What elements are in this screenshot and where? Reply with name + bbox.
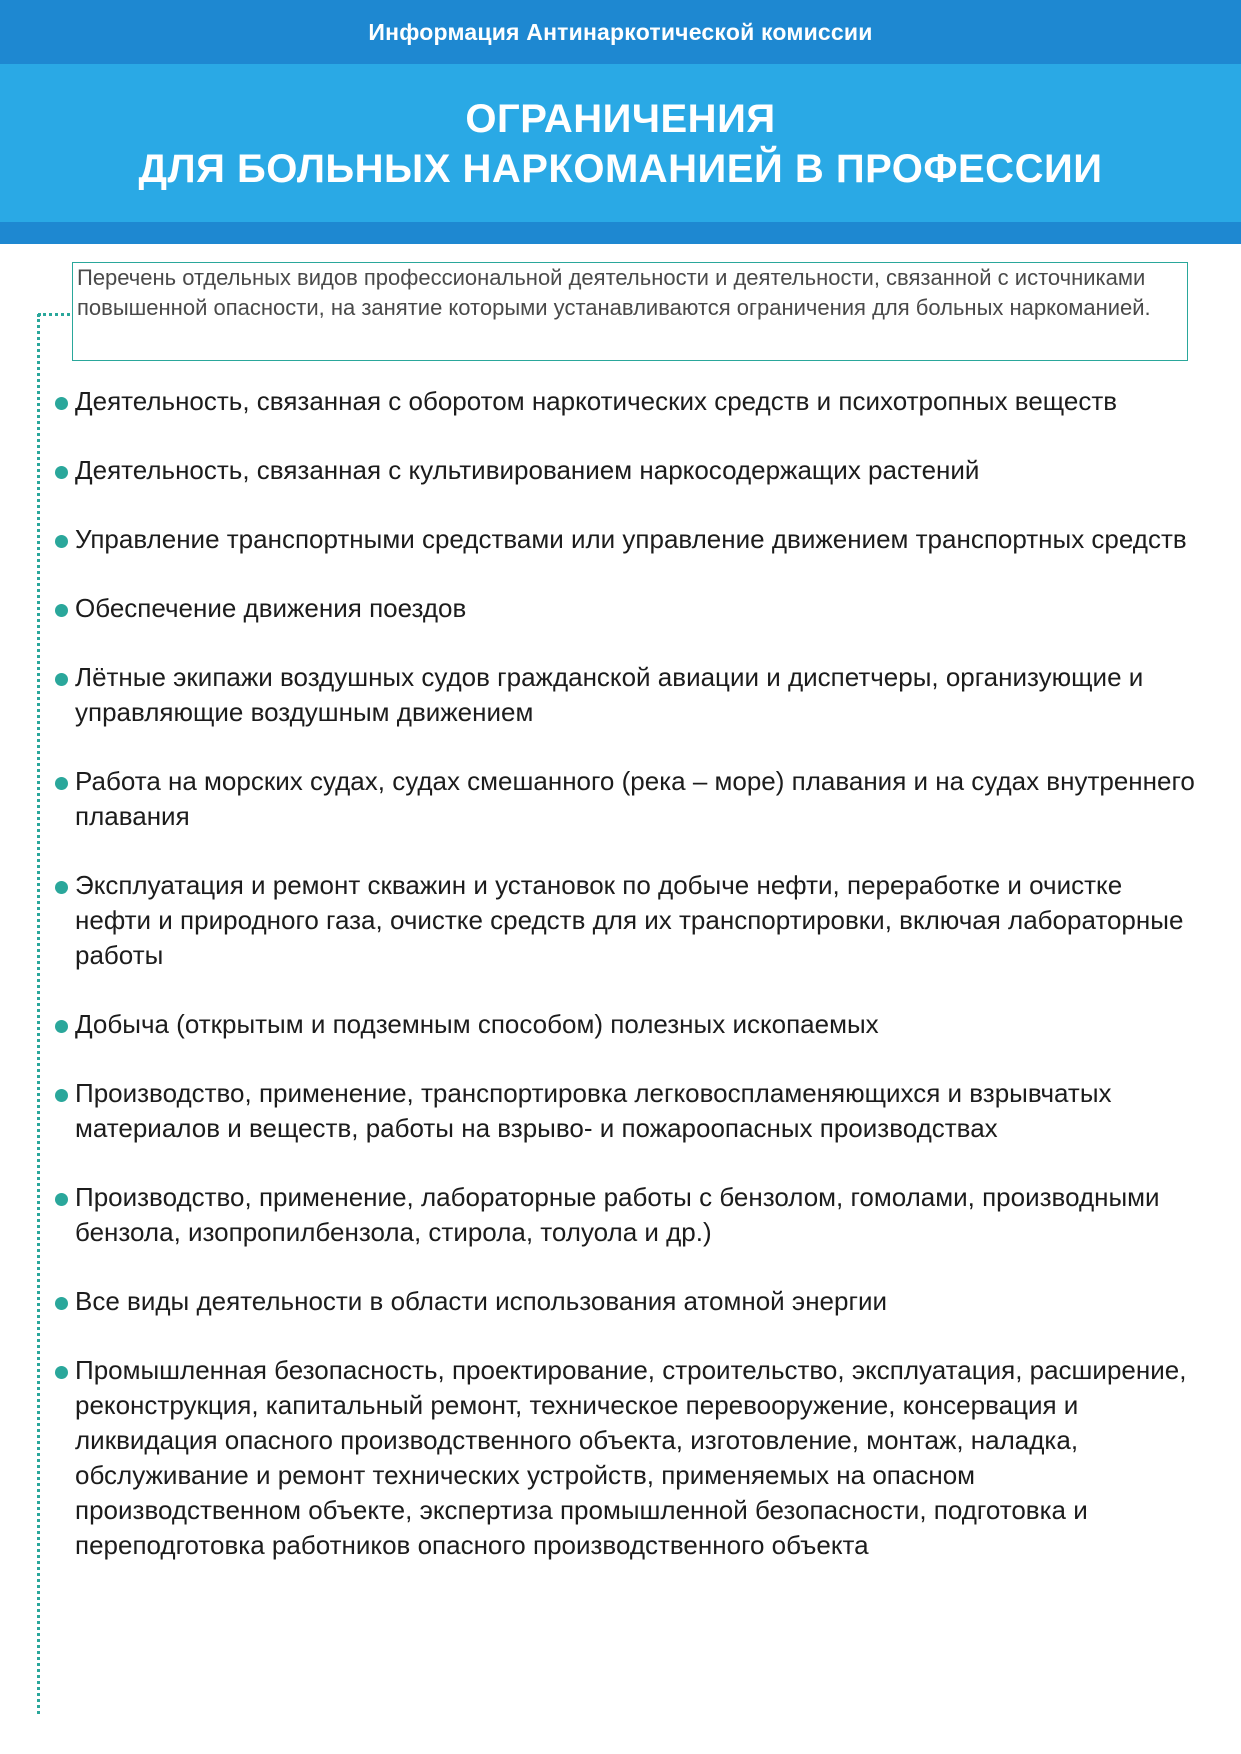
title-banner xyxy=(0,64,1241,222)
bullet-icon xyxy=(55,535,68,548)
commission-label: Информация Антинаркотической комиссии xyxy=(368,18,873,45)
bullet-icon xyxy=(55,673,68,686)
bullet-icon xyxy=(55,777,68,790)
header-bottom-bar xyxy=(0,222,1241,244)
list-item-text: Деятельность, связанная с культивированием наркосодержащих растений xyxy=(75,455,980,485)
list-item-text: Деятельность, связанная с оборотом наркотических средств и психотропных веществ xyxy=(75,386,1118,416)
list-item-text: Все виды деятельности в области использования атомной энергии xyxy=(75,1286,888,1316)
bullet-icon xyxy=(55,1297,68,1310)
bullet-icon xyxy=(55,1366,68,1379)
list-item-text: Производство, применение, транспортировка легковоспламеняющихся и взрывчатых материалов и веществ, работы на взрыво- и пожароопасных производствах xyxy=(75,1078,1112,1143)
title-line-1: ОГРАНИЧЕНИЯ xyxy=(465,97,776,141)
list-item xyxy=(75,1007,1205,1042)
list-item xyxy=(75,1284,1205,1319)
list-item xyxy=(75,764,1205,834)
list-item xyxy=(75,660,1205,730)
list-item xyxy=(75,522,1205,557)
dotted-guide-hook xyxy=(38,313,70,316)
bullet-icon xyxy=(55,466,68,479)
list-item-text: Производство, применение, лабораторные работы с бензолом, гомолами, производными бензола, изопропилбензола, стирола, толуола и др.) xyxy=(75,1182,1160,1247)
list-item xyxy=(75,1353,1205,1563)
list-item-text: Обеспечение движения поездов xyxy=(75,593,467,623)
list-item-text: Эксплуатация и ремонт скважин и установок по добыче нефти, переработке и очистке нефти и природного газа, очистке средств для их транспортировки, включая лабораторные работы xyxy=(75,870,1184,970)
bullet-icon xyxy=(55,1193,68,1206)
list-item-text: Лётные экипажи воздушных судов гражданской авиации и диспетчеры, организующие и управляющие воздушным движением xyxy=(75,662,1144,727)
list-item-text: Управление транспортными средствами или управление движением транспортных средств xyxy=(75,524,1187,554)
bullet-icon xyxy=(55,1089,68,1102)
list-item xyxy=(75,384,1205,419)
title-line-2: ДЛЯ БОЛЬНЫХ НАРКОМАНИЕЙ В ПРОФЕССИИ xyxy=(138,147,1103,191)
bullet-icon xyxy=(55,1020,68,1033)
list-item xyxy=(75,1180,1205,1250)
restrictions-list xyxy=(0,384,1241,1597)
header-top-bar xyxy=(0,0,1241,64)
bullet-icon xyxy=(55,604,68,617)
list-item xyxy=(75,591,1205,626)
intro-text: Перечень отдельных видов профессиональной деятельности и деятельности, связанной с источниками повышенной опасности, на занятие которыми устанавливаются ограничения для больных наркоманией. xyxy=(77,265,1151,320)
list-item xyxy=(75,453,1205,488)
list-item xyxy=(75,1076,1205,1146)
intro-box xyxy=(72,262,1188,361)
bullet-icon xyxy=(55,397,68,410)
list-item-text: Работа на морских судах, судах смешанного (река – море) плавания и на судах внутреннего плавания xyxy=(75,766,1195,831)
list-item xyxy=(75,868,1205,973)
bullet-icon xyxy=(55,881,68,894)
list-item-text: Промышленная безопасность, проектирование, строительство, эксплуатация, расширение, реконструкция, капитальный ремонт, техническое перевооружение, консервация и ликвидация опасного производственного объекта, изготовление, монтаж, наладка, обслуживание и ремонт технических устройств, применяемых на опасном производственном объекте, экспертиза промышленной безопасности, подготовка и переподготовка работников опасного производственного объекта xyxy=(75,1355,1187,1560)
list-item-text: Добыча (открытым и подземным способом) полезных ископаемых xyxy=(75,1009,879,1039)
